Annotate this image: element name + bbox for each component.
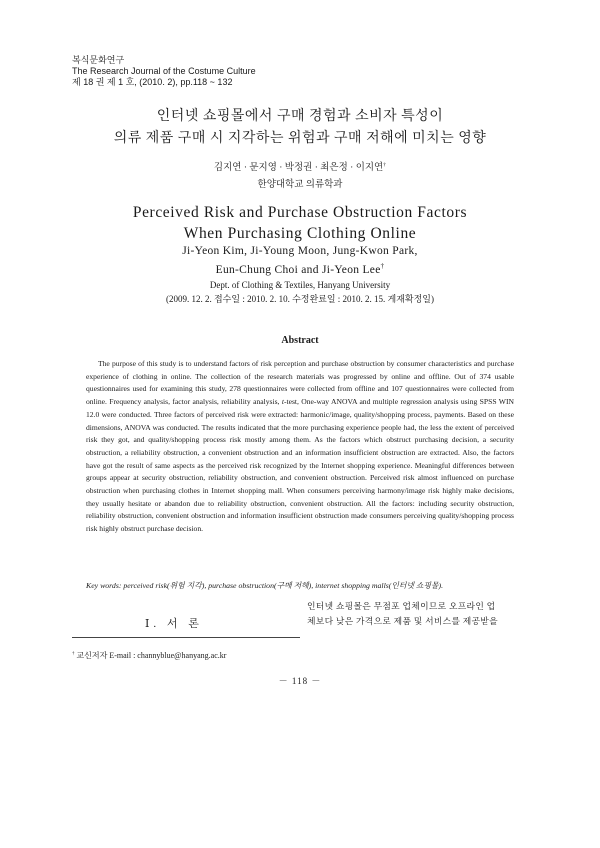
body-text-line-2: 체보다 낮은 가격으로 제품 및 서비스를 제공받을 [307,616,498,626]
english-corresponding-mark: † [380,263,385,270]
body-text-line-1: 인터넷 쇼핑몰은 무점포 업체이므로 오프라인 업 [307,601,496,611]
footnote-mark: † [72,651,75,657]
journal-header [72,55,256,88]
abstract-text-part-2: -test, One-way ANOVA and multiple regression analysis using SPSS WIN 12.0 were conducted. Three factors of perceived risk were extracted: harmonic/image, quality/shopping process, payments. Based on these dimensions, ANOVA was conducted. The results indicated that the more purchasing experience people had, the less the extent of perceived risk they got, and quality/shopping process risk mostly among them. As the factors which obstruct purchasing decision, a security obstruction, a reliability obstruction, a convenient obstruction and an information insufficient obstruction are extracted. Also, the factors have got the result of same aspects as the perceived risk recognized by the Internet shopping experience. Meaningful differences between groups appear at security obstruction, reliability obstruction, and convenient obstruction. Perceived risk almost influenced on purchase obstruction when purchasing clothes in Internet shopping mall. When consumers perceiving harmony/image risk highly make decisions, they usually hesitate or abandon due to reliability obstruction, convenient obstruction. All the factors: including security obstruction, reliability obstruction, convenient obstruction and information insufficient obstruction made consumers perceiving quality/shopping process risk highly obstruct purchase decision. [86,397,514,534]
footnote [72,650,226,661]
korean-title [0,106,600,150]
abstract-body [86,358,514,536]
korean-title-line-2: 의류 제품 구매 시 지각하는 위험과 구매 저해에 미치는 영향 [113,131,487,146]
english-affiliation-block [0,278,600,306]
journal-name-korean: 복식문화연구 [72,55,125,65]
english-authors [0,243,600,278]
submission-dates: (2009. 12. 2. 접수일 : 2010. 2. 10. 수정완료일 : 2010. 2. 15. 게재확정일) [165,294,435,304]
korean-authors [0,157,600,194]
english-title [0,202,600,244]
english-title-line-2: When Purchasing Clothing Online [183,225,417,242]
korean-title-line-1: 인터넷 쇼핑몰에서 구매 경험과 소비자 특성이 [156,109,444,124]
corresponding-author-mark: † [383,162,387,168]
abstract-text-part-1: The purpose of this study is to understand factors of risk perception and purchase obstruction by consumer characteristics and purchase experience of clothing in online. The collection of the research materials was progressed by online and offline. Out of 374 usable questionnaires used for examining this study, 278 questionnaires were collected from offline and 107 questionnaires were collected from online. Frequency analysis, factor analysis, reliability analysis, [86,359,514,407]
footnote-email: 교신저자 E-mail : channyblue@hanyang.ac.kr [76,651,227,660]
english-authors-line-2: Eun-Chung Choi and Ji-Yeon Lee [215,263,381,276]
english-department: Dept. of Clothing & Textiles, Hanyang University [209,280,391,290]
keywords: Key words: perceived risk(위험 지각), purchase obstruction(구매 저해), internet shopping malls(인터넷 쇼핑몰). [86,581,444,590]
journal-name-english: The Research Journal of the Costume Culture [72,66,256,76]
english-authors-line-1: Ji-Yeon Kim, Ji-Young Moon, Jung-Kwon Park, [182,245,418,257]
page-number: － 118 － [278,676,322,686]
korean-affiliation: 한양대학교 의류학과 [257,180,343,191]
english-title-line-1: Perceived Risk and Purchase Obstruction Factors [132,204,468,221]
introduction-body-text [307,599,527,629]
introduction-heading: Ⅰ. 서 론 [145,618,203,630]
abstract-heading: Abstract [281,335,319,346]
volume-info: 제 18 권 제 1 호, (2010. 2), pp.118 ~ 132 [72,77,233,87]
footnote-divider [72,637,300,638]
abstract-t-italic: t [281,397,284,407]
korean-author-names: 김지연 · 문지영 · 박정권 · 최은정 · 이지연 [213,163,384,174]
